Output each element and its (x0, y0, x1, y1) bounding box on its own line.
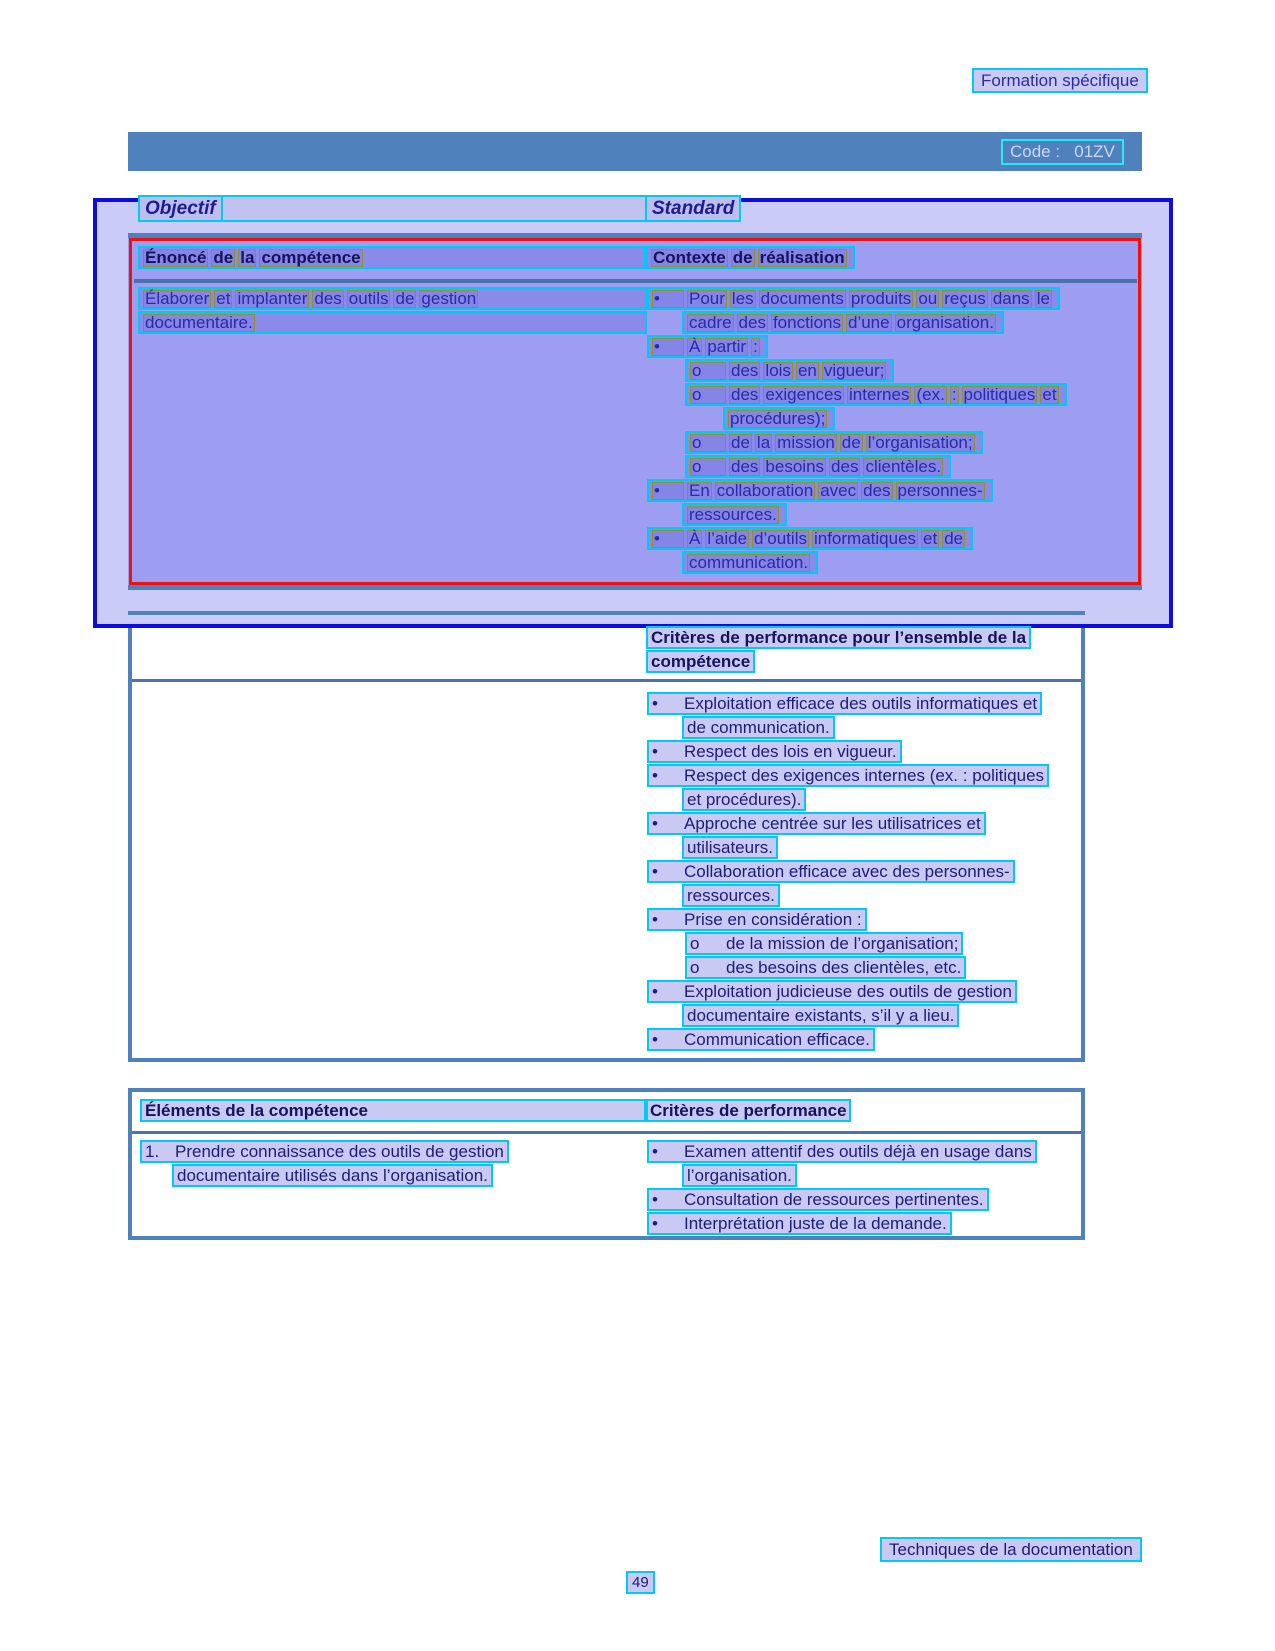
text-line: Contexte de réalisation (646, 246, 855, 270)
bullet-icon: • (652, 910, 658, 929)
sub-bullet-icon: o (690, 386, 726, 404)
text-line: l’organisation. (647, 1164, 1037, 1188)
text-line: • Interprétation juste de la demande. (647, 1212, 1037, 1236)
element-1-criteria-list (647, 1140, 1037, 1236)
bullet-icon: • (652, 290, 684, 308)
sub-bullet-icon: o (690, 434, 726, 452)
text-line: • Collaboration efficace avec des personnes- (647, 860, 1049, 884)
text-line: • Respect des exigences internes (ex. : politiques (647, 764, 1049, 788)
text-line: • Exploitation judicieuse des outils de gestion (647, 980, 1049, 1004)
code-badge: Code : 01ZV (1001, 139, 1124, 165)
text-line: o des exigences internes (ex. : politiques et (647, 383, 1067, 407)
bullet-icon: • (652, 1214, 658, 1233)
bullet-icon: • (652, 338, 684, 356)
bullet-icon: • (652, 530, 684, 548)
text-line: utilisateurs. (647, 836, 1049, 860)
bullet-icon: • (652, 694, 658, 713)
sub-bullet-icon: o (690, 362, 726, 380)
text-line: 1. Prendre connaissance des outils de gestion (140, 1140, 509, 1164)
criteres-ensemble-header (646, 626, 1031, 674)
bullet-icon: • (652, 982, 658, 1001)
bullet-icon: • (652, 742, 658, 761)
formation-specifique-label: Formation spécifique (972, 68, 1148, 93)
text-line: Critères de performance pour l’ensemble de la (646, 626, 1031, 650)
standard-label: Standard (645, 195, 741, 222)
sub-bullet-icon: o (690, 958, 700, 977)
text-line: documentaire existants, s’il y a lieu. (647, 1004, 1049, 1028)
text-line: • Pour les documents produits ou reçus dans le (647, 287, 1067, 311)
enonce-cell-text (138, 287, 647, 335)
text-line: o de la mission de l’organisation; (647, 932, 1049, 956)
text-line: Énoncé de la compétence (138, 246, 646, 270)
text-line: communication. (647, 551, 1067, 575)
text-line: Élaborer et implanter des outils de gestion (138, 287, 647, 311)
table2-header-separator (132, 679, 1081, 682)
text-line: et procédures). (647, 788, 1049, 812)
text-line: o des besoins des clientèles, etc. (647, 956, 1049, 980)
bullet-icon: • (652, 862, 658, 881)
bullet-icon: • (652, 1190, 658, 1209)
text-line: • Consultation de ressources pertinentes. (647, 1188, 1037, 1212)
text-line: • En collaboration avec des personnes- (647, 479, 1067, 503)
text-line: cadre des fonctions d’une organisation. (647, 311, 1067, 335)
col-header-elements (140, 1099, 646, 1123)
bullet-icon: • (652, 766, 658, 785)
contexte-cell-list (647, 287, 1067, 575)
footer-program-label: Techniques de la documentation (880, 1537, 1142, 1562)
col-header-criteres: Critères de performance (646, 1099, 851, 1122)
text-line: de communication. (647, 716, 1049, 740)
text-line: documentaire utilisés dans l’organisation. (140, 1164, 509, 1188)
bullet-icon: • (652, 1142, 658, 1161)
bullet-icon: • (652, 814, 658, 833)
text-line: • Examen attentif des outils déjà en usage dans (647, 1140, 1037, 1164)
text-line: • À l’aide d’outils informatiques et de (647, 527, 1067, 551)
text-line: o des besoins des clientèles. (647, 455, 1067, 479)
col-header-contexte (646, 246, 855, 270)
text-line: documentaire. (138, 311, 647, 335)
sub-bullet-icon: o (690, 934, 700, 953)
title-bar (128, 132, 1142, 171)
text-line: • À partir : (647, 335, 1067, 359)
text-line: • Respect des lois en vigueur. (647, 740, 1049, 764)
text-line: • Exploitation efficace des outils informatiques et (647, 692, 1049, 716)
criteres-ensemble-list (647, 692, 1049, 1052)
text-line: • Communication efficace. (647, 1028, 1049, 1052)
text-line: o de la mission de l’organisation; (647, 431, 1067, 455)
text-line: • Prise en considération : (647, 908, 1049, 932)
text-line: Éléments de la compétence (140, 1099, 646, 1123)
text-line: o des lois en vigueur; (647, 359, 1067, 383)
bullet-icon: • (652, 1030, 658, 1049)
item-number: 1. (145, 1142, 160, 1161)
objectif-label: Objectif (138, 195, 223, 222)
sub-bullet-icon: o (690, 458, 726, 476)
table3-header-separator (132, 1131, 1081, 1134)
bullet-icon: • (652, 482, 684, 500)
section-banner (138, 195, 735, 222)
element-1-text (140, 1140, 509, 1188)
text-line: compétence (646, 650, 1031, 674)
page-number: 49 (626, 1571, 655, 1594)
text-line: ressources. (647, 503, 1067, 527)
text-line: • Approche centrée sur les utilisatrices et (647, 812, 1049, 836)
text-line: ressources. (647, 884, 1049, 908)
text-line: procédures); (647, 407, 1067, 431)
col-header-enonce (138, 246, 646, 270)
